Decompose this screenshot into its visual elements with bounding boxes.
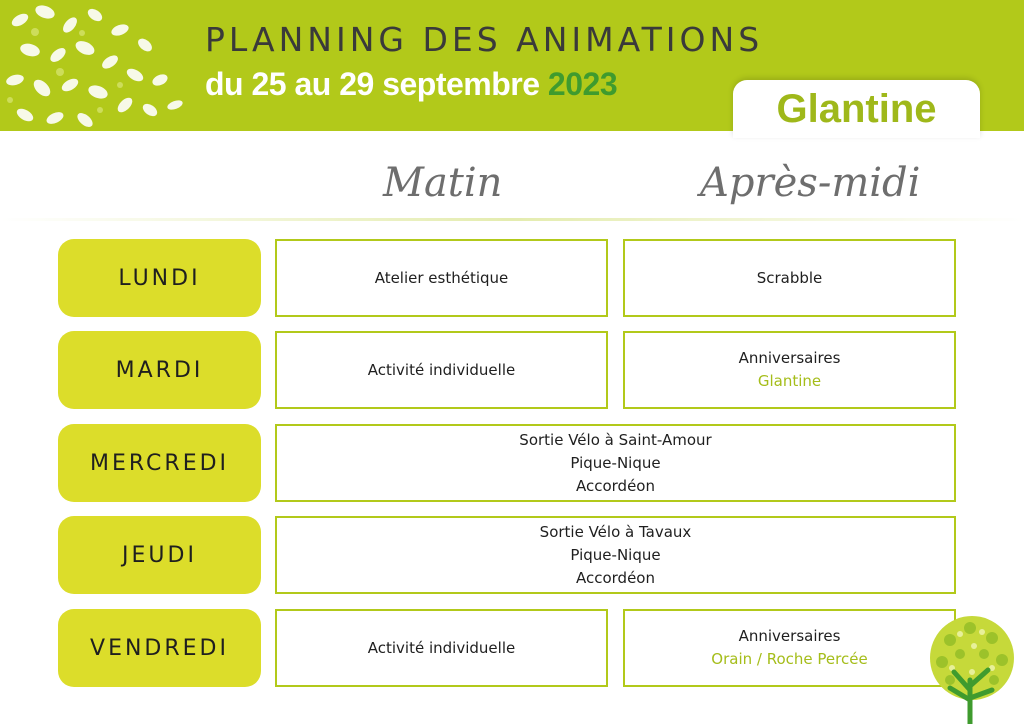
activity: Sortie Vélo à Saint-Amour <box>519 430 712 449</box>
day-label: MERCREDI <box>58 424 261 502</box>
column-header-afternoon: Après-midi <box>700 160 921 206</box>
activity: Anniversaires <box>738 349 841 367</box>
activity-note: Glantine <box>757 372 822 390</box>
activity: Activité individuelle <box>367 638 516 657</box>
activity: Activité individuelle <box>367 360 516 379</box>
activity: Accordéon <box>575 476 655 495</box>
activity: Scrabble <box>756 268 823 287</box>
activity: Anniversaires <box>738 627 841 645</box>
site-tab <box>733 80 980 138</box>
day-label: JEUDI <box>58 516 261 594</box>
column-header-morning: Matin <box>383 160 503 206</box>
schedule-row-wednesday <box>0 424 1024 502</box>
schedule-row-friday <box>0 609 1024 687</box>
day-label: VENDREDI <box>58 609 261 687</box>
afternoon-cell <box>623 239 956 317</box>
schedule-row-tuesday <box>0 331 1024 409</box>
subtitle-dates: du 25 au 29 septembre <box>205 66 540 102</box>
activity-note: Orain / Roche Percée <box>711 650 868 668</box>
day-label: LUNDI <box>58 239 261 317</box>
schedule-row-monday <box>0 239 1024 317</box>
afternoon-cell <box>623 331 956 409</box>
morning-cell <box>275 331 608 409</box>
tree-icon <box>920 610 1024 724</box>
day-label: MARDI <box>58 331 261 409</box>
morning-cell <box>275 609 608 687</box>
morning-cell <box>275 239 608 317</box>
subtitle-year: 2023 <box>547 66 618 102</box>
activity: Sortie Vélo à Tavaux <box>539 522 692 541</box>
afternoon-cell <box>623 609 956 687</box>
page-title: PLANNING DES ANIMATIONS <box>205 20 764 59</box>
header-divider <box>0 218 1024 221</box>
leaf-cluster-icon <box>0 0 200 131</box>
activity: Atelier esthétique <box>374 268 509 287</box>
full-day-cell <box>275 424 956 502</box>
schedule-row-thursday <box>0 516 1024 594</box>
activity: Pique-Nique <box>570 453 661 472</box>
full-day-cell <box>275 516 956 594</box>
activity: Accordéon <box>575 568 655 587</box>
site-name: Glantine <box>776 86 937 131</box>
activity: Pique-Nique <box>570 545 661 564</box>
page-subtitle <box>205 66 617 103</box>
